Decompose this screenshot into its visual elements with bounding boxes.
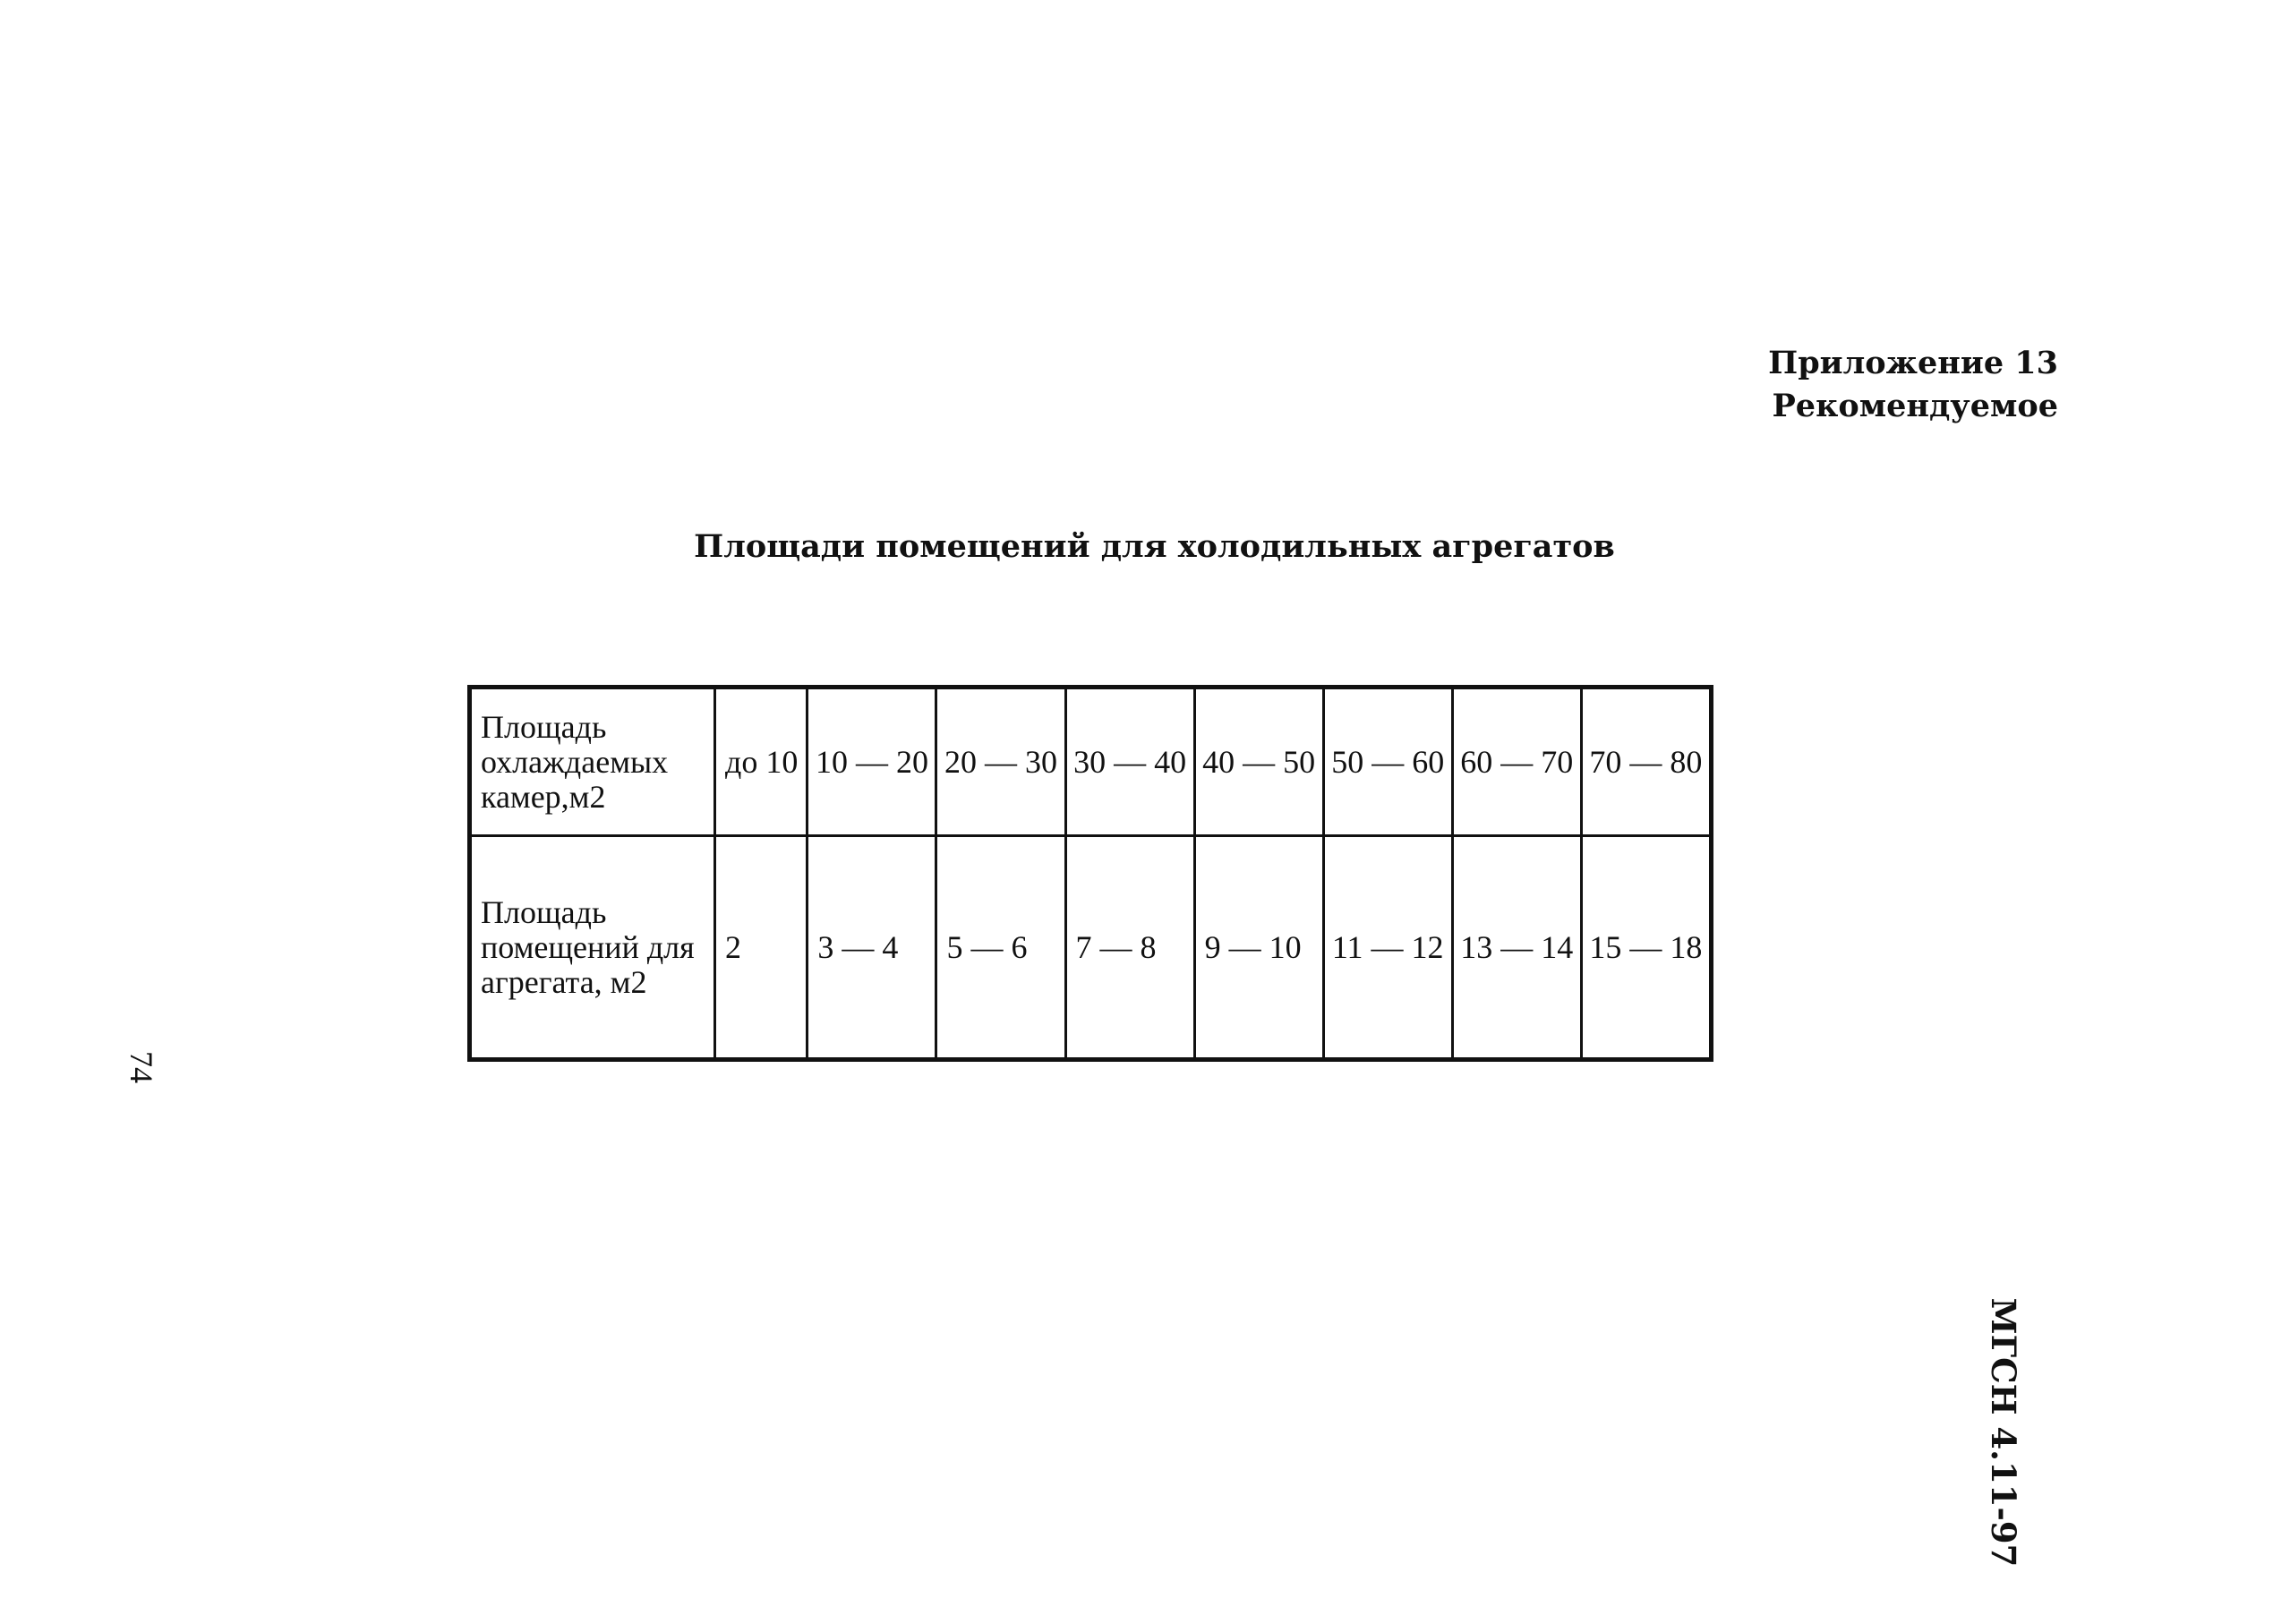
table-cell: 30 — 40: [1065, 688, 1194, 836]
row-header: Площадь охлаждаемых камер,м2: [470, 688, 715, 836]
table-cell: до 10: [715, 688, 808, 836]
table-cell: 7 — 8: [1065, 836, 1194, 1060]
appendix-status: Рекомендуемое: [1772, 388, 2058, 424]
table-cell: 3 — 4: [808, 836, 936, 1060]
table-cell: 60 — 70: [1452, 688, 1581, 836]
table-cell: 40 — 50: [1194, 688, 1323, 836]
table-cell: 10 — 20: [808, 688, 936, 836]
table-cell: 11 — 12: [1323, 836, 1452, 1060]
table-cell: 9 — 10: [1194, 836, 1323, 1060]
document-code: МГСН 4.11-97: [1984, 1297, 2023, 1568]
table-title: Площади помещений для холодильных агрегатов: [694, 528, 1615, 565]
table-row: [470, 836, 1712, 1060]
table-cell: 20 — 30: [936, 688, 1065, 836]
appendix-header: [1768, 342, 2058, 428]
table-cell: 15 — 18: [1581, 836, 1711, 1060]
table-cell: 70 — 80: [1581, 688, 1711, 836]
table-cell: 50 — 60: [1323, 688, 1452, 836]
page-number: 74: [124, 1051, 159, 1083]
area-table: [467, 685, 1713, 1062]
table-cell: 2: [715, 836, 808, 1060]
appendix-number: Приложение 13: [1768, 345, 2058, 381]
table-cell: 5 — 6: [936, 836, 1065, 1060]
table-cell: 13 — 14: [1452, 836, 1581, 1060]
table-row: [470, 688, 1712, 836]
row-header: Площадь помещений для агрегата, м2: [470, 836, 715, 1060]
